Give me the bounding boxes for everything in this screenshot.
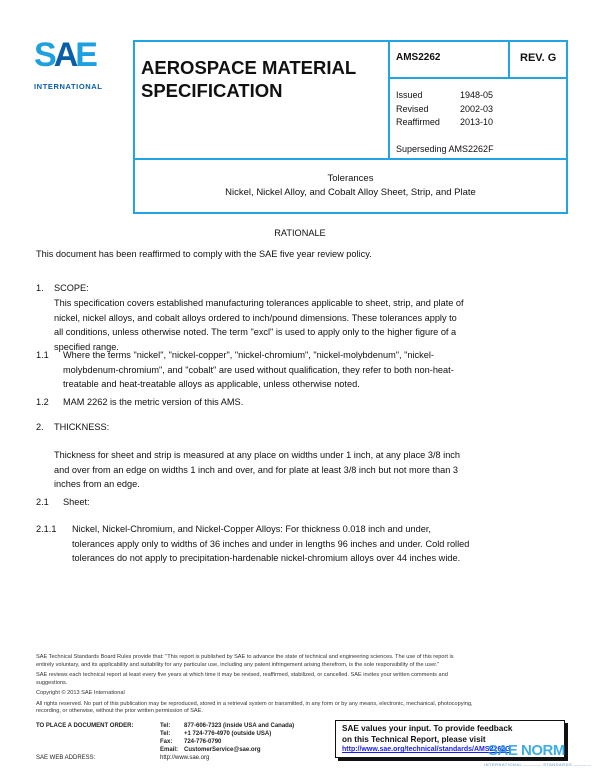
text-line: Nickel, Nickel-Chromium, and Nickel-Copper Alloys: For thickness 0.018 inch and under, bbox=[72, 524, 431, 534]
subject bbox=[135, 172, 566, 200]
doc-number: AMS2262 bbox=[396, 52, 441, 63]
contact-label: Fax: bbox=[160, 739, 173, 745]
footer-disclaimer bbox=[36, 654, 576, 716]
footer-copyright: Copyright © 2013 SAE International bbox=[36, 690, 125, 696]
contact-value-tel-domestic: 877-606-7323 (inside USA and Canada) bbox=[184, 723, 295, 729]
section-2-number: 2. bbox=[36, 422, 44, 432]
text-line: Where the terms "nickel", "nickel-copper", "nickel-chromium", "nickel-molybdenum", "nickel- bbox=[63, 350, 434, 360]
text-line: This specification covers established manufacturing tolerances applicable to sheet, strip, and plate of bbox=[54, 298, 464, 308]
date-row-reaffirmed bbox=[396, 116, 493, 130]
web-label: SAE WEB ADDRESS: bbox=[36, 755, 96, 761]
feedback-link[interactable]: http://www.sae.org/technical/standards/AMS2262G bbox=[342, 746, 511, 753]
revision: REV. G bbox=[520, 52, 557, 64]
date-row-revised bbox=[396, 103, 493, 117]
text-line: specified range. bbox=[54, 341, 119, 352]
contact-value-email[interactable]: CustomerService@sae.org bbox=[184, 747, 261, 753]
subject-box bbox=[133, 158, 568, 214]
rationale-heading: RATIONALE bbox=[274, 228, 326, 238]
watermark: SAE NORM bbox=[488, 742, 565, 759]
subject-line1: Tolerances bbox=[327, 173, 374, 184]
footer-line: recording, or otherwise, without the prior written permission of SAE. bbox=[36, 708, 203, 714]
sae-logo-mark bbox=[34, 38, 95, 72]
contact-value-tel-intl: +1 724-776-4970 (outside USA) bbox=[184, 731, 272, 737]
section-1-1-number: 1.1 bbox=[36, 350, 49, 360]
scope-paragraph bbox=[54, 296, 574, 354]
sae-logo bbox=[34, 38, 114, 98]
text-line: tolerances apply only to widths of 36 inches and under in lengths 96 inches and under. Cold rolled bbox=[72, 538, 470, 549]
footer-line: suggestions. bbox=[36, 679, 68, 686]
section-1-number: 1. bbox=[36, 283, 44, 293]
contact-label: Email: bbox=[160, 747, 179, 753]
logo-letter-s: S bbox=[34, 36, 54, 74]
logo-subtext: INTERNATIONAL bbox=[34, 82, 103, 91]
logo-letter-e: E bbox=[75, 36, 95, 74]
footer-line: SAE reviews each technical report at least every five years at which time it may be revised, reaffirmed, stabilized, or cancelled. SAE invites your written comments and bbox=[36, 672, 448, 678]
footer-line: SAE Technical Standards Board Rules provide that: "This report is published by SAE to advance the state of technical and engineering sciences. The use of this report is bbox=[36, 654, 454, 660]
feedback-line1: SAE values your input. To provide feedback bbox=[342, 724, 513, 733]
footer-line: All rights reserved. No part of this publication may be reproduced, stored in a retrieval system or transmitted, in any form or by any means, electronic, mechanical, photocopying, bbox=[36, 700, 473, 707]
section-1-2-number: 1.2 bbox=[36, 397, 49, 407]
text-line: all conditions, unless otherwise noted. The term "excl" is used to apply only to the higher figure of a bbox=[54, 327, 457, 337]
contact-label: Tel: bbox=[160, 731, 171, 737]
revision-box bbox=[508, 40, 568, 79]
section-1-1-text bbox=[63, 348, 578, 392]
date-value: 2002-03 bbox=[460, 103, 494, 114]
feedback-line2: on this Technical Report, please visit bbox=[342, 734, 486, 744]
section-2-title: THICKNESS: bbox=[54, 422, 110, 432]
spec-title-line2: SPECIFICATION bbox=[141, 80, 283, 101]
footer-line: entirely voluntary, and its applicability and suitability for any particular use, including any patent infringement arising therefrom, is the sole responsibility of the user." bbox=[36, 661, 440, 668]
text-line: inches from an edge. bbox=[54, 479, 140, 489]
text-line: and over from an edge on widths 1 inch and over, and for plate at least 3/8 inch but not more than 3 bbox=[54, 464, 458, 475]
subject-line2: Nickel, Nickel Alloy, and Cobalt Alloy Sheet, Strip, and Plate bbox=[225, 187, 476, 198]
spec-title-line1: AEROSPACE MATERIAL bbox=[141, 57, 357, 78]
date-value: 1948-05 bbox=[460, 90, 494, 100]
text-line: tolerances do not apply to precipitation-hardenable nickel-chromium alloys over 44 inches wide. bbox=[72, 553, 461, 563]
dates-box bbox=[388, 77, 568, 160]
text-line: nickel, nickel alloys, and cobalt alloys ordered to inch/pound dimensions. These tolerances apply to bbox=[54, 312, 457, 323]
superseding: Superseding AMS2262F bbox=[396, 144, 494, 154]
logo-letter-a: A bbox=[53, 36, 76, 74]
dates-table bbox=[396, 89, 493, 130]
date-value: 2013-10 bbox=[460, 117, 494, 127]
section-2-1-number: 2.1 bbox=[36, 497, 49, 507]
order-label: TO PLACE A DOCUMENT ORDER: bbox=[36, 723, 134, 729]
web-address[interactable]: http://www.sae.org bbox=[160, 755, 210, 761]
date-label: Reaffirmed bbox=[396, 117, 440, 127]
date-label: Revised bbox=[396, 103, 429, 114]
text-line: molybdenum-chromium", and "cobalt" are used without qualification, they refer to both non-heat- bbox=[63, 364, 454, 375]
text-line: treatable and heat-treatable alloys as applicable, unless otherwise noted. bbox=[63, 379, 360, 389]
section-2-1-1-text bbox=[72, 522, 582, 566]
section-1-title: SCOPE: bbox=[54, 283, 89, 293]
date-label: Issued bbox=[396, 90, 423, 100]
rationale-text: This document has been reaffirmed to comply with the SAE five year review policy. bbox=[36, 249, 372, 259]
contact-value-fax: 724-776-0790 bbox=[184, 739, 222, 745]
contact-label: Tel: bbox=[160, 723, 171, 729]
date-row-issued bbox=[396, 89, 493, 103]
section-2-1-1-number: 2.1.1 bbox=[36, 524, 57, 534]
section-2-1-title: Sheet: bbox=[63, 497, 90, 507]
section-1-2-text: MAM 2262 is the metric version of this AMS. bbox=[63, 397, 244, 407]
doc-number-box bbox=[388, 40, 510, 79]
thickness-paragraph bbox=[54, 448, 574, 492]
text-line: Thickness for sheet and strip is measured at any place on widths under 1 inch, at any place 3/8 inch bbox=[54, 450, 461, 460]
spec-title bbox=[141, 56, 356, 102]
watermark-subtext: INTERNATIONAL ———— STANDARDS ———— bbox=[484, 762, 592, 767]
spec-title-box bbox=[133, 40, 390, 160]
